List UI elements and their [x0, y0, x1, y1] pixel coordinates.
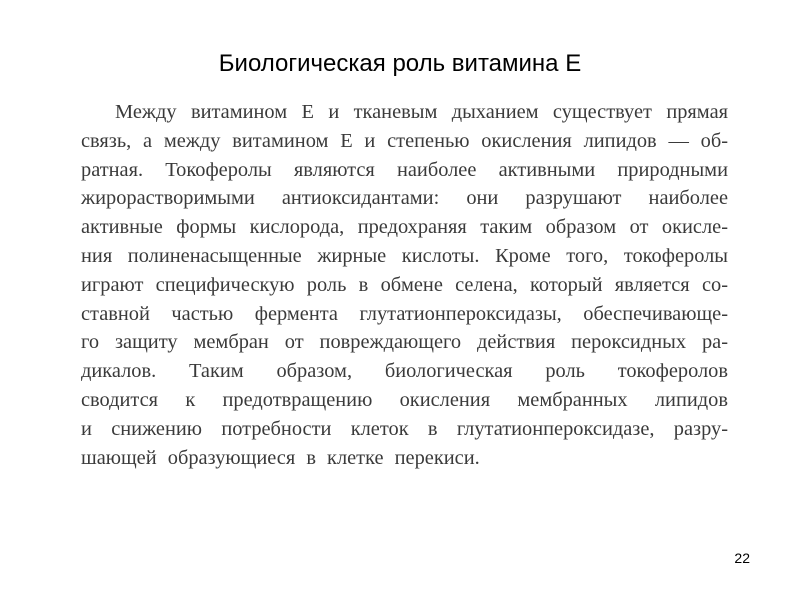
body-line: активные формы кислорода, предохраняя таким образом от окисле-: [81, 216, 728, 239]
body-line: Между витамином Е и тканевым дыханием существует прямая: [115, 101, 728, 123]
body-line: ратная. Токоферолы являются наиболее активными природными: [81, 158, 728, 181]
body-line: го защиту мембран от повреждающего действия пероксидных ра-: [81, 331, 728, 354]
body-line: сводится к предотвращению окисления мембранных липидов: [81, 388, 728, 411]
body-line: шающей образующиеся в клетке перекиси.: [81, 446, 480, 469]
body-line: жирорастворимыми антиоксидантами: они разрушают наиболее: [81, 187, 728, 210]
page-number: 22: [734, 550, 750, 566]
body-line: ставной частью фермента глутатионпероксидазы, обеспечивающе-: [81, 302, 728, 325]
slide-title: Биологическая роль витамина Е: [218, 50, 582, 77]
body-line: связь, а между витамином Е и степенью окисления липидов — об-: [81, 129, 728, 152]
body-line: и снижению потребности клеток в глутатионпероксидазе, разру-: [81, 417, 728, 440]
body-line: ния полиненасыщенные жирные кислоты. Кроме того, токоферолы: [81, 244, 728, 267]
body-line: играют специфическую роль в обмене селена, который является со-: [81, 273, 728, 296]
body-line: дикалов. Таким образом, биологическая роль токоферолов: [81, 360, 728, 383]
body-text: [81, 98, 728, 472]
